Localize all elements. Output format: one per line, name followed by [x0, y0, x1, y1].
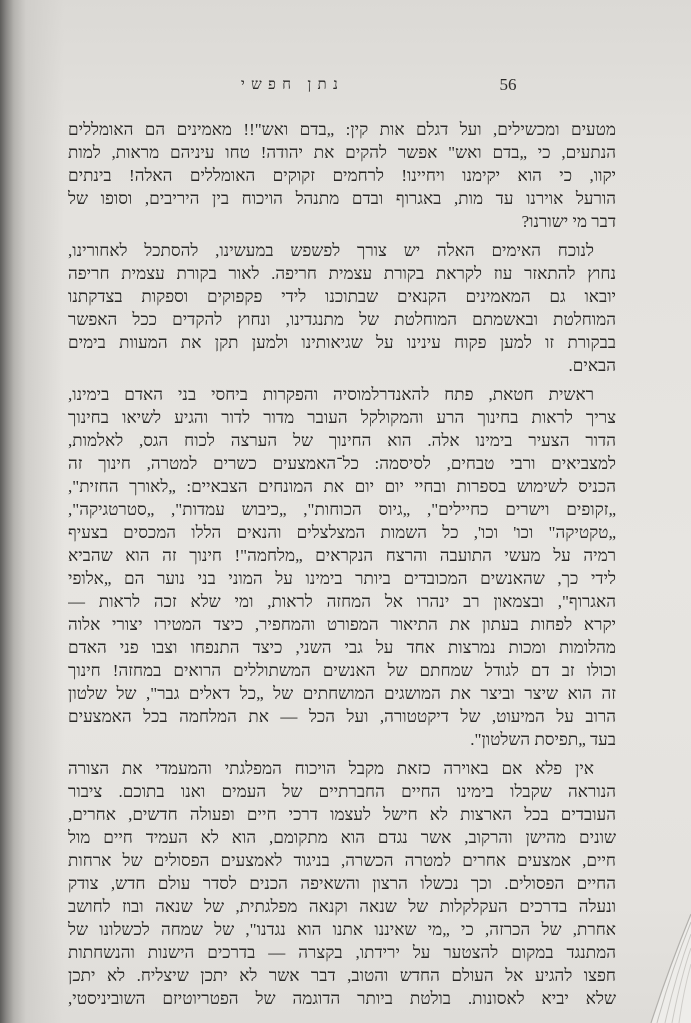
text-line: חיים, אמצעים אחרים למטרה הכשרה, בניגוד לאמצעים הפסולים של ארחות — [68, 851, 616, 870]
text-line: האגרוף", ובצמאון רב ינהרו אל המחזה לראות, ומי שלא זכה לראות — — [68, 592, 616, 611]
text-line: לנוכח האימים האלה יש צורך לפשפש במעשינו, להסתכל לאחורינו, — [68, 241, 594, 260]
text-line: מטעים ומכשילים, ועל דגלם אות קין: „בדם ואש"!! מאמינים הם האומללים — [68, 120, 616, 139]
paragraph — [68, 118, 616, 233]
text-line: הבאים. — [568, 356, 616, 375]
paragraph — [68, 757, 616, 1010]
text-line: רמיה על מעשי התועבה והרצח הנקראים „מלחמה"! חינוך זה הוא שהביא — [68, 546, 616, 565]
text-line: זה הוא שיצר וביצר את המושגים המושחתים של „כל דאלים גבר", של שלטון — [68, 684, 616, 703]
text-line: יובאו גם המאמינים הקנאים שבתוכנו לידי פקפוקים וספקות בצדקתנו — [68, 287, 616, 306]
running-head: נתן חפשי — [240, 77, 345, 93]
text-line: למצביאים ורבי טבחים, לסיסמה: כל־האמצעים כשרים למטרה, חינוך זה — [68, 454, 616, 473]
text-line: חפצו להגיע אל העולם החדש והטוב, דבר אשר לא יתכן שיצליח. לא יתכן — [68, 966, 616, 985]
text-line: בעד „תפיסת השלטון". — [470, 730, 616, 749]
text-line: הנתעים, כי „בדם ואש" אפשר להקים את יהודה! טחו עיניהם מראות, למות — [68, 143, 616, 162]
text-line: מהלומות ומכות נמרצות אחד על גבי השני, כיצד התנפחו וצבו פני האדם — [68, 638, 616, 657]
gutter-shadow — [0, 0, 64, 1023]
text-line: ראשית חטאת, פתח להאנדרלמוסיה והפקרות ביחסי בני האדם בימינו, — [68, 385, 594, 404]
text-line: שלא יביא לאסונות. בולטת ביותר הדוגמה של הפטריוטיזם השוביניסטי, — [68, 989, 616, 1008]
text-block — [68, 118, 616, 1010]
text-line: העובדים בכל הארצות לא חישל לעצמו דרכי חיים ופעולה חדשים, אחרים, — [68, 805, 616, 824]
text-line: לידי כך, שהאנשים המכובדים ביותר בימינו על המוני בני נוער הם „אלופי — [68, 569, 616, 588]
paragraph — [68, 383, 616, 751]
text-line: שונים מהישן והרקוב, אשר נגדם הוא מתקומם, הוא לא העמיד חיים מול — [68, 828, 616, 847]
text-line: „טקטיקה" וכו' וכו', כל השמות המצלצלים והנאים הללו המכסים בצעיף — [68, 523, 616, 542]
text-line: דבר מי ישורנו? — [521, 212, 616, 231]
text-line: החיים הפסולים. וכך נכשלו הרצון והשאיפה הכנים לסדר עולם חדש, צודק — [68, 874, 616, 893]
page-number: 56 — [499, 75, 517, 94]
text-line: הנוראה שקבלו בימינו החיים החברתיים של העמים ואנו בתוכם. ציבור — [68, 782, 616, 801]
text-line: ונעלה בדרכים העקלקלות של שנאה וקנאה מפלגתית, של שנאה ובוז לחושב — [68, 897, 616, 916]
text-line: המתנגד במקום להצטער על ירידתו, בקצרה — בדרכים הישנות והנשחתות — [68, 943, 616, 962]
text-line: צריך לראות בחינוך הרע והמקולקל העובר מדור לדור והגיע לשיאו בחינוך — [68, 408, 616, 427]
text-line: וכולו זב דם לגודל שמחתם של האנשים המשתוללים הרואים במחזה! חינוך — [68, 661, 616, 680]
text-line: יקוו, כי הוא יקימנו ויחיינו! לרחמים זקוקים האומללים האלה! בינתים — [68, 166, 616, 185]
text-line: אחרת, של הכרזה, כי „מי שאיננו אתנו הוא נגדנו", של שמחה לכשלונו של — [68, 920, 616, 939]
text-line: הרוב על המיעוט, של דיקטטורה, ועל הכל — את המלחמה בכל האמצעים — [68, 707, 616, 726]
text-line: אין פלא אם באוירה כזאת מקבל הויכוח המפלגתי והמעמדי את הצורה — [68, 759, 594, 778]
text-line: „זקופים וישרים כחיילים", „גיוס הכוחות", „כיבוש עמדות", „סטרטגיקה", — [68, 500, 616, 519]
text-line: הורעל אוירנו עד מות, באגרוף ובדם מתנהל הויכוח בין היריבים, וסופו של — [68, 189, 616, 208]
text-line: הכניס לשימוש בספרות ובחיי יום יום את המונחים הצבאיים: „לאורך החזית", — [68, 477, 616, 496]
text-line: יקרא לפחות בעתון את התיאור המפורט והמחפיר, כיצד המטירו יצורי אלוה — [68, 615, 616, 634]
text-line: בבקורת זו למען פקוח עינינו על שגיאותינו ולמען תקן את המעוות בימים — [68, 333, 616, 352]
text-line: הדור הצעיר בימינו אלה. הוא החינוך של הערצה לכוח הגס, לאלמות, — [68, 431, 616, 450]
text-line: נחוץ להתאזר עוז לקראת בקורת עצמית חריפה. לאור בקורת עצמית חריפה — [68, 264, 616, 283]
paragraph — [68, 239, 616, 377]
text-line: המוחלטת ובאשמתם המוחלטת של מתנגדינו, ונחוץ להקדים ככל האפשר — [68, 310, 616, 329]
